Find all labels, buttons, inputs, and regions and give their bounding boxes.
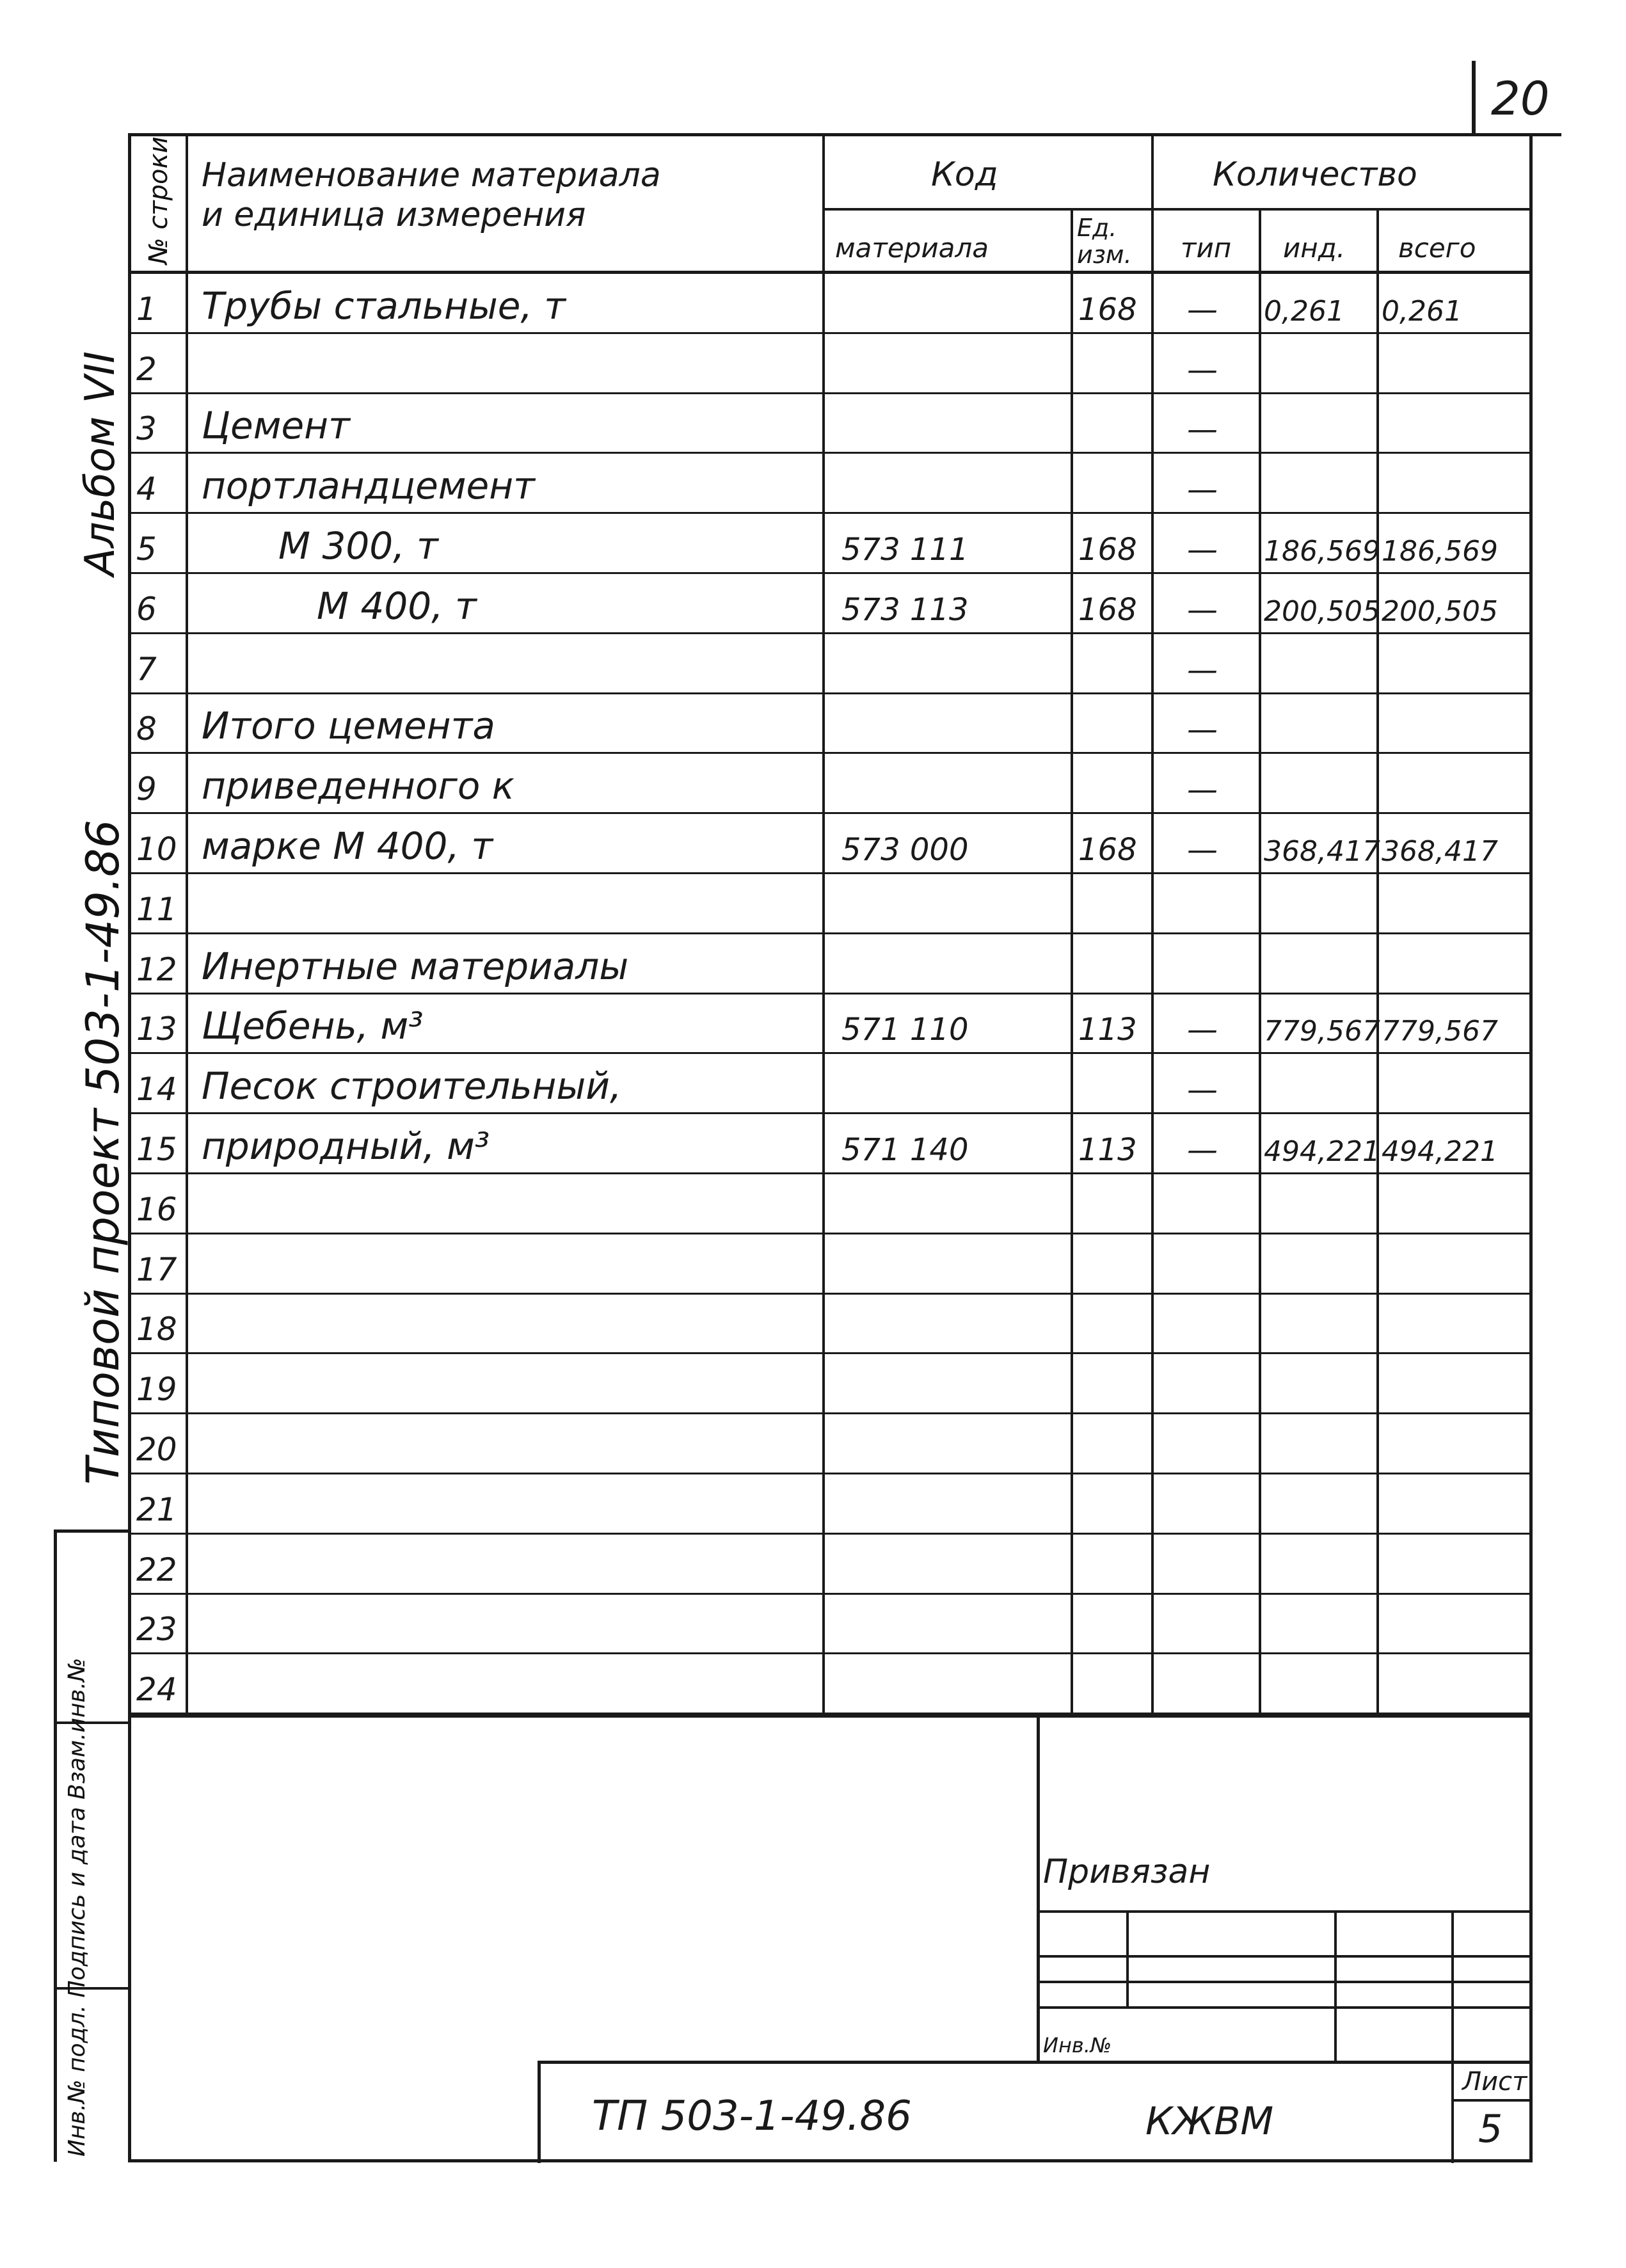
table-row xyxy=(131,394,1529,454)
stamp-strip-label: Инв.№ подл. Подпись и дата Взам.инв.№ xyxy=(64,1657,90,2157)
table-row xyxy=(131,1595,1529,1655)
bound-col-2 xyxy=(1334,1910,1337,2061)
row-unit: 168 xyxy=(1078,831,1137,868)
table-row xyxy=(131,814,1529,874)
row-ind: 186,569 xyxy=(1264,534,1380,568)
row-type: — xyxy=(1187,1131,1218,1168)
row-ind: 200,505 xyxy=(1264,595,1380,628)
row-code: 573 000 xyxy=(841,831,969,868)
row-total: 368,417 xyxy=(1382,835,1498,868)
row-ind: 494,221 xyxy=(1264,1135,1380,1168)
table-row xyxy=(131,574,1529,634)
row-code: 571 110 xyxy=(841,1012,969,1048)
table-row xyxy=(131,1654,1529,1714)
bound-box-top xyxy=(1037,1715,1529,1718)
row-code: 573 111 xyxy=(841,531,969,568)
bound-col-3 xyxy=(1451,1910,1454,2163)
row-type: — xyxy=(1187,591,1218,628)
row-number: 12 xyxy=(136,950,177,988)
row-number: 13 xyxy=(136,1010,177,1048)
row-unit: 168 xyxy=(1078,531,1137,568)
table-row xyxy=(131,1054,1529,1114)
table-row xyxy=(131,274,1529,334)
header-code: Код xyxy=(931,156,998,194)
header-code-material: материала xyxy=(835,232,989,264)
bound-line-3 xyxy=(1037,1981,1529,1983)
sheet-number: 5 xyxy=(1478,2107,1503,2152)
row-number: 16 xyxy=(136,1190,177,1228)
header-qty-ind: инд. xyxy=(1283,232,1346,264)
row-type: — xyxy=(1187,1012,1218,1048)
row-type: — xyxy=(1187,831,1218,868)
doc-mark: КЖВМ xyxy=(1145,2099,1274,2144)
row-code: 571 140 xyxy=(841,1131,969,1168)
table-row xyxy=(131,1354,1529,1414)
table-row xyxy=(131,934,1529,994)
row-total: 779,567 xyxy=(1382,1015,1498,1048)
row-number: 23 xyxy=(136,1611,177,1649)
title-block xyxy=(538,1715,1529,2163)
row-number: 15 xyxy=(136,1130,177,1168)
row-name: Инертные материалы xyxy=(202,944,629,988)
row-number: 9 xyxy=(136,771,157,808)
header-qty-type: тип xyxy=(1181,232,1232,264)
bound-line-2 xyxy=(1037,1955,1529,1958)
header-name: Наименование материала и единица измерения xyxy=(202,156,661,234)
project-label: Типовой проект 503-1-49.86 xyxy=(77,819,129,1485)
table-row xyxy=(131,514,1529,574)
row-code: 573 113 xyxy=(841,591,969,628)
row-number: 7 xyxy=(136,650,157,688)
stamp-strip-left xyxy=(54,1529,57,2162)
row-number: 11 xyxy=(136,890,177,928)
page-number: 20 xyxy=(1491,72,1550,125)
header-qty-total: всего xyxy=(1398,232,1476,264)
stamp-strip-top xyxy=(54,1529,131,1533)
table-row xyxy=(131,1295,1529,1355)
row-name: Песок строительный, xyxy=(202,1064,622,1108)
row-type: — xyxy=(1187,712,1218,748)
row-unit: 168 xyxy=(1078,291,1137,328)
row-number: 21 xyxy=(136,1490,177,1528)
row-number: 8 xyxy=(136,710,157,748)
page-number-divider xyxy=(1472,61,1476,134)
row-type: — xyxy=(1187,1072,1218,1108)
row-number: 24 xyxy=(136,1671,177,1709)
sheet-label: Лист xyxy=(1462,2067,1527,2096)
row-type: — xyxy=(1187,472,1218,508)
row-number: 2 xyxy=(136,350,157,388)
materials-table xyxy=(131,136,1529,1717)
row-number: 14 xyxy=(136,1071,177,1108)
row-name: М 400, т xyxy=(317,584,477,628)
bound-col-1 xyxy=(1126,1910,1129,2006)
inv-no-label: Инв.№ xyxy=(1043,2033,1112,2057)
table-row xyxy=(131,1114,1529,1174)
table-row xyxy=(131,1174,1529,1234)
row-name: М 300, т xyxy=(278,523,438,568)
row-type: — xyxy=(1187,291,1218,328)
row-type: — xyxy=(1187,531,1218,568)
row-unit: 113 xyxy=(1078,1131,1137,1168)
row-total: 0,261 xyxy=(1382,294,1462,328)
table-row xyxy=(131,994,1529,1055)
table-row xyxy=(131,1414,1529,1474)
table-row xyxy=(131,874,1529,934)
bound-box-left xyxy=(1037,1715,1040,2061)
row-total: 200,505 xyxy=(1382,595,1498,628)
bound-line-1 xyxy=(1037,1910,1529,1913)
row-unit: 168 xyxy=(1078,591,1137,628)
row-type: — xyxy=(1187,772,1218,808)
table-row xyxy=(131,754,1529,814)
row-ind: 368,417 xyxy=(1264,835,1380,868)
sheet-sep xyxy=(1451,2099,1529,2102)
header-row-no: № строки xyxy=(144,136,173,264)
row-type: — xyxy=(1187,411,1218,448)
doc-code: ТП 503-1-49.86 xyxy=(592,2093,912,2140)
stamp-left xyxy=(538,2061,541,2163)
table-row xyxy=(131,1535,1529,1595)
row-name: марке М 400, т xyxy=(202,824,493,868)
bound-label: Привязан xyxy=(1043,1853,1211,1891)
row-type: — xyxy=(1187,651,1218,688)
row-number: 17 xyxy=(136,1250,177,1288)
row-number: 4 xyxy=(136,470,157,508)
row-unit: 113 xyxy=(1078,1012,1137,1048)
header-subline xyxy=(822,208,1529,211)
row-name: Итого цемента xyxy=(202,704,495,748)
header-qty: Количество xyxy=(1213,156,1417,194)
frame-right xyxy=(1529,133,1533,2162)
row-ind: 0,261 xyxy=(1264,294,1344,328)
row-number: 1 xyxy=(136,290,157,328)
table-row xyxy=(131,334,1529,394)
bound-line-4 xyxy=(1037,2006,1529,2009)
row-number: 10 xyxy=(136,830,177,868)
row-number: 5 xyxy=(136,530,157,568)
row-name: приведенного к xyxy=(202,764,514,808)
row-total: 186,569 xyxy=(1382,534,1498,568)
row-ind: 779,567 xyxy=(1264,1015,1380,1048)
table-row xyxy=(131,1234,1529,1295)
row-number: 22 xyxy=(136,1551,177,1588)
row-number: 20 xyxy=(136,1430,177,1468)
row-type: — xyxy=(1187,351,1218,388)
row-number: 19 xyxy=(136,1371,177,1409)
table-row xyxy=(131,454,1529,514)
row-number: 6 xyxy=(136,590,157,628)
row-number: 3 xyxy=(136,410,157,448)
table-row xyxy=(131,694,1529,755)
header-code-unit: Ед. изм. xyxy=(1077,214,1132,269)
row-total: 494,221 xyxy=(1382,1135,1498,1168)
row-name: природный, м³ xyxy=(202,1124,490,1168)
row-name: портландцемент xyxy=(202,464,535,508)
row-name: Трубы стальные, т xyxy=(202,284,566,328)
row-name: Цемент xyxy=(202,404,350,448)
stamp-top xyxy=(538,2061,1529,2064)
album-label: Альбом VII xyxy=(77,351,124,576)
row-number: 18 xyxy=(136,1311,177,1348)
row-rule xyxy=(131,1713,1529,1714)
table-row xyxy=(131,634,1529,694)
row-name: Щебень, м³ xyxy=(202,1004,424,1048)
table-row xyxy=(131,1474,1529,1535)
